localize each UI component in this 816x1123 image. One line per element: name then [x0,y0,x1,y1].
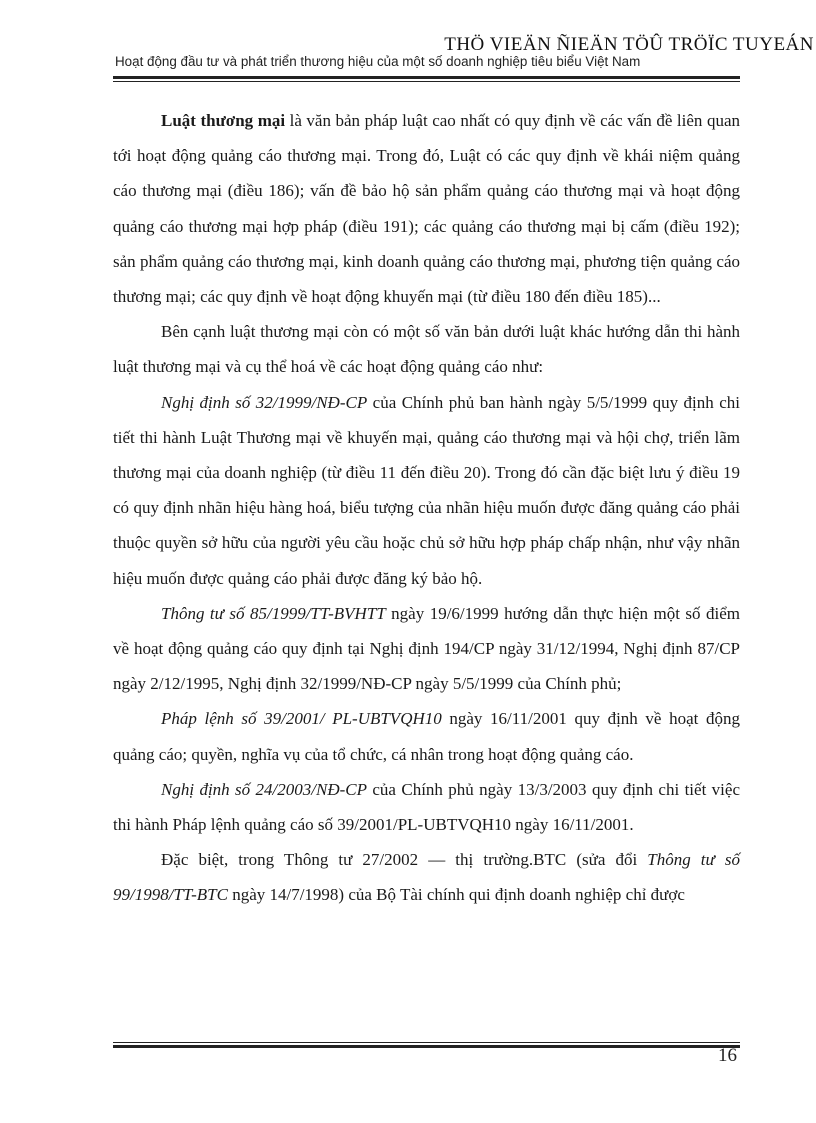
doc-ref-ordinance-39: Pháp lệnh số 39/2001/ PL-UBTVQH10 [161,709,442,729]
paragraph-commercial-law [113,103,740,314]
paragraph-text: của Chính phủ ban hành ngày 5/5/1999 quy định chi tiết thi hành Luật Thương mại về khuyến mại, quảng cáo thương mại và hội chợ, triển lãm thương mại của doanh nghiệp (từ điều 11 đến điều 20). Trong đó cần đặc biệt lưu ý điều 19 có quy định nhãn hiệu hàng hoá, biểu tượng của nhãn hiệu muốn được đăng quảng cáo phải thuộc quyền sở hữu của người yêu cầu hoặc chủ sở hữu hợp pháp chấp nhận, như vậy nhãn hiệu muốn được quảng cáo phải được đăng ký bảo hộ. [113,392,740,588]
paragraph-text: ngày 14/7/1998) của Bộ Tài chính qui định doanh nghiệp chỉ được [227,885,685,905]
watermark-text: THÖ VIEÄN ÑIEÄN TÖÛ TRÖÏC TUYEÁN [444,34,814,55]
page-number: 16 [718,1045,737,1066]
term-commercial-law: Luật thương mại [161,111,286,130]
paragraph-text: của Chính phủ ngày 13/3/2003 quy định chi tiết việc thi hành Pháp lệnh quảng cáo số 39/2001/PL-UBTVQH10 ngày 16/11/2001. [113,779,740,835]
paragraph-text: ngày 16/11/2001 quy định về hoạt động quảng cáo; quyền, nghĩa vụ của tổ chức, cá nhân trong hoạt động quảng cáo. [113,709,740,764]
paragraph-text: ngày 19/6/1999 hướng dẫn thực hiện một số điểm về hoạt động quảng cáo quy định tại Nghị định 194/CP ngày 31/12/1994, Nghị định 87/CP ngày 2/12/1995, Nghị định 32/1999/NĐ-CP ngày 5/5/1999 của Chính phủ; [113,603,741,694]
page-body [113,103,740,913]
doc-ref-decree-32: Nghị định số 32/1999/NĐ-CP [161,392,368,412]
paragraph-circular-85 [113,596,740,702]
footer-divider [113,1042,740,1048]
paragraph-decree-24 [113,772,740,842]
doc-ref-circular-99: Thông tư số 99/1998/TT-BTC [113,850,740,905]
doc-ref-decree-24: Nghị định số 24/2003/NĐ-CP [161,779,367,799]
paragraph-text: Bên cạnh luật thương mại còn có một số văn bản dưới luật khác hướng dẫn thi hành luật thương mại và cụ thể hoá về các hoạt động quảng cáo như: [113,322,740,377]
running-header-title: Hoạt động đầu tư và phát triển thương hiệu của một số doanh nghiệp tiêu biểu Việt Nam [115,54,641,69]
doc-ref-circular-85: Thông tư số 85/1999/TT-BVHTT [161,603,386,623]
header-divider [113,76,740,82]
paragraph-decree-32 [113,385,740,596]
paragraph-sub-law-documents [113,314,740,384]
paragraph-ordinance-39 [113,701,740,771]
paragraph-text: là văn bản pháp luật cao nhất có quy định về các vấn đề liên quan tới hoạt động quảng cáo thương mại. Trong đó, Luật có các quy định về khái niệm quảng cáo thương mại (điều 186); vấn đề bảo hộ sản phẩm quảng cáo thương mại và hoạt động quảng cáo thương mại hợp pháp (điều 191); các quảng cáo thương mại bị cấm (điều 192); sản phẩm quảng cáo thương mại, kinh doanh quảng cáo thương mại, phương tiện quảng cáo thương mại; các quy định về hoạt động khuyến mại (từ điều 180 đến điều 185)... [113,111,740,307]
paragraph-text: Đặc biệt, trong Thông tư 27/2002 — thị trường.BTC (sửa đổi [161,850,648,870]
paragraph-circular-27 [113,842,740,912]
